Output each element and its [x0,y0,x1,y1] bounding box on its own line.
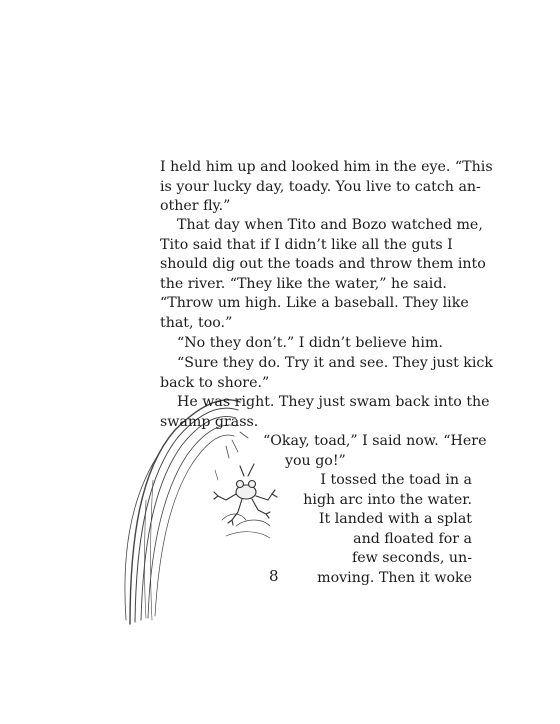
text-line: Tito said that if I didn’t like all the guts I [160,236,453,253]
paragraph-4 [160,354,493,393]
text-line: swamp grass. [160,413,259,430]
paragraph-3 [177,334,472,354]
page-number: 8 [269,567,279,585]
text-line: moving. Then it woke [317,569,472,586]
text-line: “Throw um high. Like a baseball. They like [160,295,469,312]
text-line: the river. “They like the water,” he said. [160,275,447,292]
text-line: He was right. They just swam back into the [177,394,490,410]
text-line: is your lucky day, toady. You live to catch an- [160,178,481,195]
paragraph-6 [251,432,487,471]
text-line: I held him up and looked him in the eye. “This [160,159,493,175]
text-line: “No they don’t.” I didn’t believe him. [177,335,443,351]
text-line: It landed with a splat [318,511,472,528]
toad-figure [214,464,277,525]
text-line: high arc into the water. [303,491,472,508]
text-line: that, too.” [160,314,233,331]
text-line: you go!” [285,452,346,469]
text-line: few seconds, un- [351,550,472,567]
text-line: and floated for a [353,530,472,547]
paragraph-2 [160,216,486,334]
text-line: I tossed the toad in a [320,472,472,488]
text-line: That day when Tito and Bozo watched me, [177,217,483,233]
text-line: “Sure they do. Try it and see. They just kick [177,355,493,371]
paragraph-5 [160,393,490,432]
text-line: should dig out the toads and throw them into [160,256,486,273]
text-line: other fly.” [160,198,231,215]
text-line: back to shore.” [160,374,270,391]
text-line: “Okay, toad,” I said now. “Here [263,433,487,449]
paragraph-7 [272,471,472,589]
paragraph-1 [160,158,493,217]
